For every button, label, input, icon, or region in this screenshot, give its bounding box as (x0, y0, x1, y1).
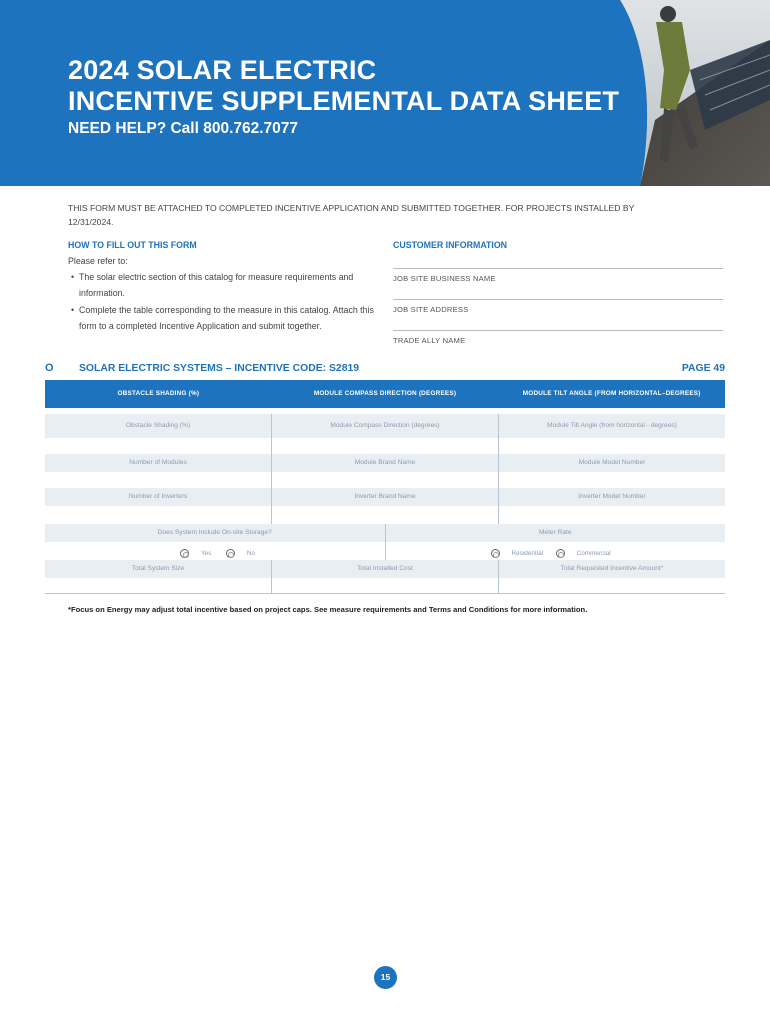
meter-options (386, 542, 726, 560)
cell-input[interactable] (499, 472, 725, 488)
table-row (45, 560, 725, 594)
header-obstacle-shading: OBSTACLE SHADING (%) (117, 390, 200, 397)
total-installed-cost-cell[interactable] (271, 560, 498, 594)
field-label: JOB SITE ADDRESS (393, 305, 469, 314)
cell-label: Module Compass Direction (degrees) (272, 414, 498, 438)
cell-input[interactable] (272, 438, 498, 454)
how-to-bullet: • The solar electric section of this catalog for measure requirements and information. (68, 270, 378, 301)
radio-icon[interactable] (491, 549, 500, 558)
storage-options (45, 542, 385, 560)
section-header (45, 362, 725, 376)
module-brand-cell[interactable] (271, 454, 498, 488)
section-page: PAGE 49 (681, 363, 725, 374)
total-requested-incentive-cell[interactable] (498, 560, 725, 594)
field-label: TRADE ALLY NAME (393, 336, 466, 345)
option-label: Commercial (576, 550, 611, 557)
inverter-model-cell[interactable] (498, 488, 725, 524)
customer-info-section (393, 240, 723, 361)
cell-label: Number of Modules (45, 454, 271, 472)
meter-residential-option[interactable] (491, 549, 544, 558)
title-line-1: 2024 SOLAR ELECTRIC (68, 55, 377, 85)
form-notice: THIS FORM MUST BE ATTACHED TO COMPLETED INCENTIVE APPLICATION AND SUBMITTED TOGETHER. FOR PROJECTS INSTALLED BY 12/31/2024. (68, 203, 635, 227)
inverter-brand-cell[interactable] (271, 488, 498, 524)
cell-input[interactable] (272, 506, 498, 524)
help-phone[interactable]: NEED HELP? Call 800.762.7077 (68, 120, 299, 137)
obstacle-shading-cell[interactable] (45, 414, 271, 454)
option-label: Residential (511, 550, 544, 557)
total-system-size-cell[interactable] (45, 560, 271, 594)
footnote: *Focus on Energy may adjust total incentive based on project caps. See measure requirements and Terms and Conditions for more information. (68, 605, 588, 614)
cell-label: Inverter Brand Name (272, 488, 498, 506)
table-row (45, 414, 725, 454)
cell-input[interactable] (272, 578, 498, 594)
section-checkbox[interactable]: O (45, 362, 54, 374)
meter-rate-cell (385, 524, 726, 560)
cell-label: Inverter Model Number (499, 488, 725, 506)
cell-label: Module Brand Name (272, 454, 498, 472)
field-line (393, 299, 723, 300)
cell-label: Meter Rate (386, 524, 726, 542)
cell-input[interactable] (499, 506, 725, 524)
cell-label: Number of Inverters (45, 488, 271, 506)
cell-label: Does System Include On-site Storage? (45, 524, 385, 542)
how-to-refer: Please refer to: (68, 256, 128, 266)
cell-label: Total System Size (45, 560, 271, 578)
trade-ally-name-field[interactable] (393, 330, 723, 361)
table-row (45, 454, 725, 488)
how-to-list (68, 270, 378, 334)
compass-direction-cell[interactable] (271, 414, 498, 454)
storage-cell (45, 524, 385, 560)
module-model-cell[interactable] (498, 454, 725, 488)
job-site-address-field[interactable] (393, 299, 723, 330)
cell-input[interactable] (45, 472, 271, 488)
cell-input[interactable] (45, 506, 271, 524)
how-to-heading: HOW TO FILL OUT THIS FORM (68, 240, 197, 250)
how-to-bullet: • Complete the table corresponding to the measure in this catalog. Attach this form to a completed Incentive Application and submit together. (68, 303, 378, 334)
number-of-modules-cell[interactable] (45, 454, 271, 488)
option-label: Yes (201, 550, 212, 557)
number-of-inverters-cell[interactable] (45, 488, 271, 524)
customer-info-heading: CUSTOMER INFORMATION (393, 240, 508, 250)
table-row (45, 488, 725, 524)
storage-yes-option[interactable] (180, 549, 211, 558)
cell-label: Obstacle Shading (%) (45, 414, 271, 438)
storage-no-option[interactable] (226, 549, 255, 558)
how-to-section (68, 240, 378, 336)
title-line-2: INCENTIVE SUPPLEMENTAL DATA SHEET (68, 86, 620, 116)
field-line (393, 268, 723, 269)
cell-label: Total Installed Cost (272, 560, 498, 578)
page-number: 15 (374, 966, 397, 989)
job-site-business-name-field[interactable] (393, 268, 723, 299)
cell-input[interactable] (45, 438, 271, 454)
field-line (393, 330, 723, 331)
page-title (68, 55, 619, 117)
cell-label: Total Requested Incentive Amount* (499, 560, 725, 578)
section-name: SOLAR ELECTRIC SYSTEMS – INCENTIVE CODE: S2819 (79, 363, 360, 374)
cell-label: Module Tilt Angle (from horizontal - degrees) (499, 414, 725, 438)
header-banner (0, 0, 770, 186)
header-tilt-angle: MODULE TILT ANGLE (FROM HORIZONTAL–DEGREES) (522, 390, 701, 397)
cell-input[interactable] (499, 438, 725, 454)
cell-input[interactable] (499, 578, 725, 594)
solar-data-table (45, 380, 725, 594)
table-row (45, 524, 725, 560)
radio-icon[interactable] (180, 549, 189, 558)
cell-label: Module Model Number (499, 454, 725, 472)
cell-input[interactable] (272, 472, 498, 488)
radio-icon[interactable] (556, 549, 565, 558)
table-header (45, 380, 725, 408)
cell-input[interactable] (45, 578, 271, 594)
tilt-angle-cell[interactable] (498, 414, 725, 454)
header-compass-direction: MODULE COMPASS DIRECTION (DEGREES) (313, 390, 457, 397)
option-label: No (246, 550, 256, 557)
field-label: JOB SITE BUSINESS NAME (393, 274, 496, 283)
radio-icon[interactable] (226, 549, 235, 558)
meter-commercial-option[interactable] (556, 549, 611, 558)
